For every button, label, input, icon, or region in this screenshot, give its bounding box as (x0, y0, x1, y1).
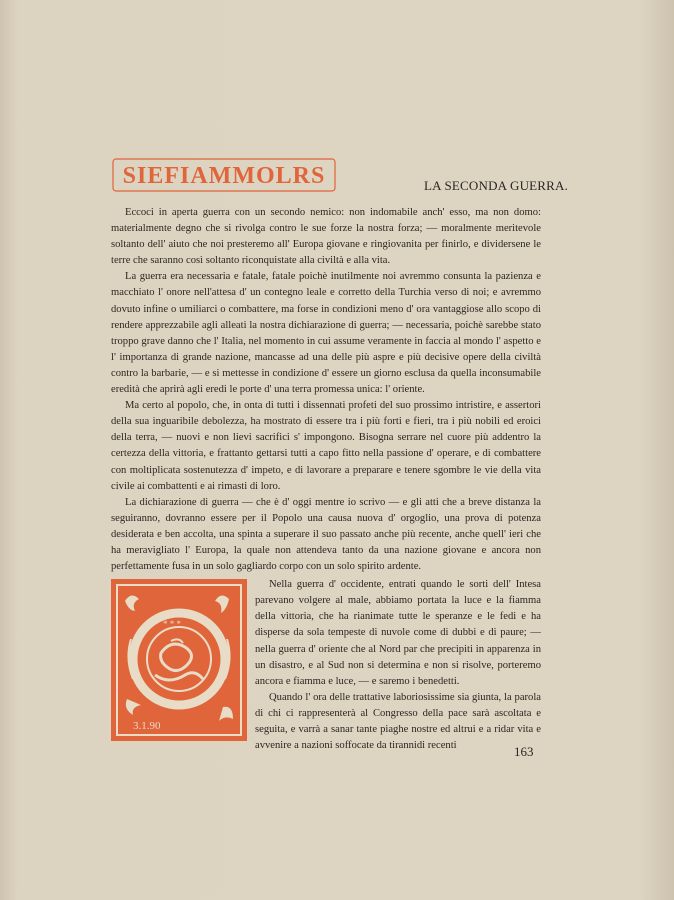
section-title: LA SECONDA GUERRA. (424, 178, 569, 193)
decorated-initial (111, 579, 247, 741)
masthead-logo (112, 158, 336, 192)
paragraph: Eccoci in aperta guerra con un secondo nemico: non indomabile anch' esso, ma non domo: materialmente degno che si rivolga contro le sue forze la nostra forza; — moralmente meritevole soltanto dell' aiuto che noi presteremo all' Europa giovane e ringiovanita per finirlo, e dividersene le terre che saranno così soltanto riconquistate alla civiltà e alla vita. (111, 207, 541, 267)
masthead-text: SIEFIAMMOLRS (122, 163, 326, 189)
paragraph: La dichiarazione di guerra — che è d' oggi mentre io scrivo — e gli atti che a breve distanza la seguiranno, dovranno essere per il Popolo una causa nuova d' orgoglio, una prova di potenza desiderata e ben accolta, una spinta a superare il suo passato anche più recente, anche quell' ieri che ha meravigliato l' Europa, la quale non attendeva tanto da una nazione giovane e ancora non perfettamente fusa in un solo gagliardo corpo con un solo spirito ardente. (111, 496, 541, 573)
paragraph: La guerra era necessaria e fatale, fatale poichè inutilmente noi avremmo consunta la pazienza e macchiato l' onore nell'attesa d' un contegno leale e corretto della Turchia verso di noi; e avremmo dovuto infine o umiliarci o combattere, ma forse in condizioni meno d' ora vantaggiose allo scopo di rendere apprezzabile agli alleati la nostra dichiarazione di guerra; — necessaria, poichè sarebbe stato troppo grave danno che l' Italia, nel momento in cui assume veramente in faccia al mondo l' aspetto e l' importanza di grande nazione, mancasse ad una delle più aspre e più decisive opere della civiltà contro la barbarie, — e si mettesse in condizione d' essere un giorno esclusa da quella inconsumabile eredità che aprirà agli eredi le porte d' una terra promessa unica: l' oriente. (111, 271, 541, 396)
decorated-initial-woodcut-icon (111, 579, 247, 741)
article-body (111, 205, 541, 754)
masthead-woodcut-icon (112, 158, 336, 192)
svg-text:* * *: * * * (163, 619, 181, 630)
woodcut-signature: 3.1.90 (133, 720, 161, 733)
page-number: 163 (514, 744, 534, 759)
paragraph: Ma certo al popolo, che, in onta di tutti i dissennati profeti del suo prossimo intristire, e assertori della sua inguaribile debolezza, ha mostrato di essere tra i più forti e fieri, tra i più nobili ed eroici della terra, — nuovi e non lievi sacrifici s' impongono. Bisogna serrare nel cuore più addentro la certezza della vittoria, e frattanto gettarsi tutti a capo fitto nella passione d' operare, e di combattere con moltiplicata sostenutezza d' impeto, e di lavorare a preparare e tenere sgombre le vie della vita civile ai combattenti e ai rimasti di loro. (111, 400, 541, 492)
paragraph: Quando l' ora delle trattative laboriosissime sia giunta, la parola di chi ci rappresenterà al Congresso della pace sarà ascoltata e seguita, e varrà a sanar tante piaghe nostre ed altrui e a ridar vita e avvenire a nazioni soffocate da tirannidi recenti (255, 691, 541, 752)
wrapped-text (255, 577, 541, 754)
illustrated-section (111, 577, 541, 754)
paragraph: Nella guerra d' occidente, entrati quando le sorti dell' Intesa parevano volgere al male, abbiamo portata la luce e la fiamma della vittoria, che ha rianimate tutte le speranze e le fedi e ha disperse da sola tempeste di nuvole come di dubbi e di paure; — nella guerra d' oriente che al Nord par che precipiti in apparenza in un disastro, e al Sud non si determina e non si risolve, porteremo ancora e fiamma e luce, — e saremo i benedetti. (255, 579, 541, 687)
